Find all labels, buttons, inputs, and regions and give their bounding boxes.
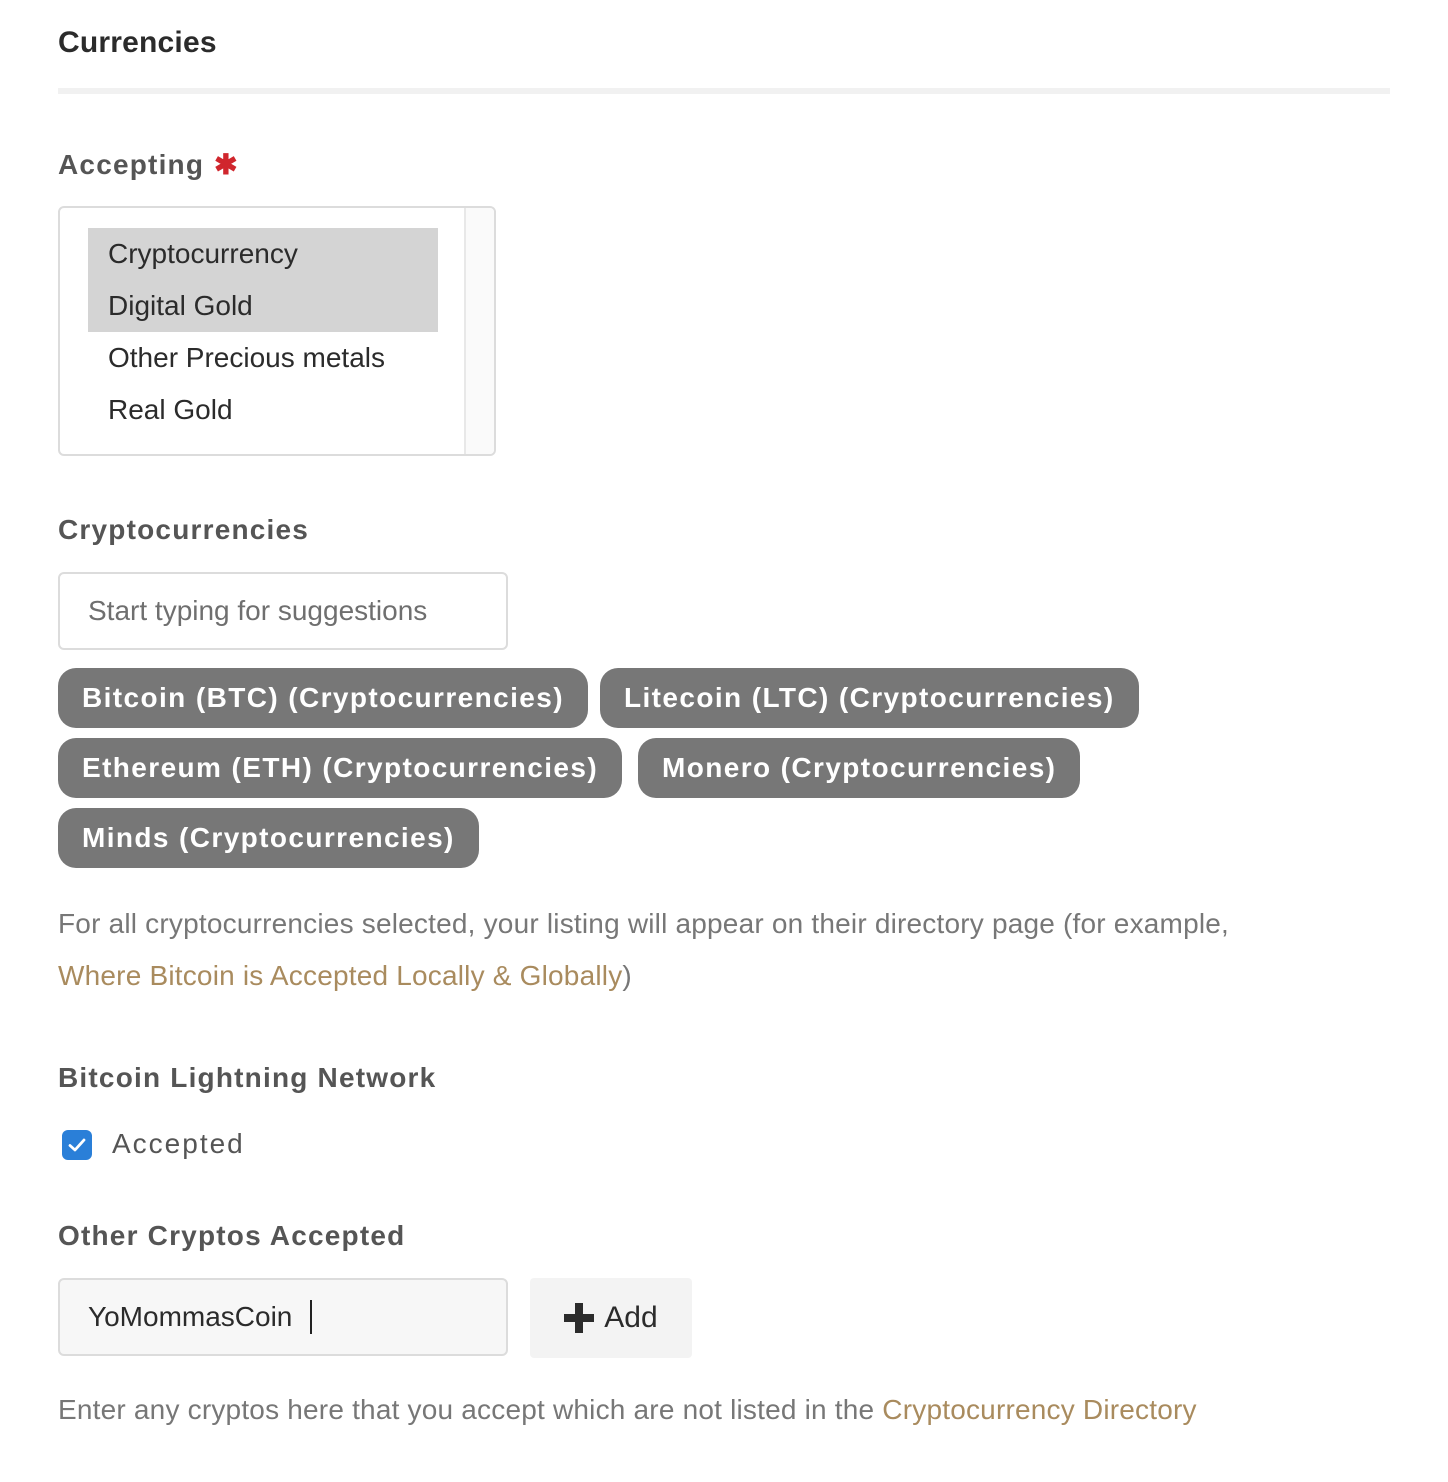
listbox-scrollbar[interactable] (464, 208, 494, 454)
plus-icon (564, 1303, 594, 1333)
section-title: Currencies (58, 26, 217, 59)
accepting-option-other-precious-metals[interactable]: Other Precious metals (108, 342, 385, 373)
other-cryptos-help-text (58, 1384, 1398, 1436)
crypto-help-suffix: ) (622, 960, 632, 991)
crypto-help-text (58, 898, 1398, 1002)
accepting-option-real-gold[interactable]: Real Gold (108, 394, 233, 425)
crypto-help-prefix: For all cryptocurrencies selected, your listing will appear on their directory page (for example, (58, 908, 1230, 939)
tag-bitcoin[interactable]: Bitcoin (BTC) (Cryptocurrencies) (58, 668, 588, 728)
lightning-accepted-checkbox[interactable] (62, 1130, 92, 1160)
other-cryptos-input[interactable] (58, 1278, 508, 1356)
accepting-option-cryptocurrency[interactable]: Cryptocurrency (88, 228, 438, 280)
other-cryptos-label: Other Cryptos Accepted (58, 1220, 406, 1251)
other-cryptos-help-prefix: Enter any cryptos here that you accept which are not listed in the (58, 1394, 883, 1425)
text-caret (310, 1300, 312, 1334)
where-bitcoin-accepted-link[interactable]: Where Bitcoin is Accepted Locally & Globally (58, 960, 623, 991)
accepting-options (88, 228, 438, 436)
tag-litecoin[interactable]: Litecoin (LTC) (Cryptocurrencies) (600, 668, 1139, 728)
lightning-label: Bitcoin Lightning Network (58, 1062, 437, 1093)
accepting-listbox[interactable] (58, 206, 496, 456)
tag-monero[interactable]: Monero (Cryptocurrencies) (638, 738, 1080, 798)
required-star-icon: ✱ (214, 149, 239, 180)
lightning-accepted-label[interactable]: Accepted (112, 1128, 245, 1159)
tag-minds[interactable]: Minds (Cryptocurrencies) (58, 808, 479, 868)
accepting-option-digital-gold[interactable]: Digital Gold (88, 280, 438, 332)
accepting-label (58, 148, 239, 181)
checkmark-icon (67, 1135, 87, 1155)
add-button-label: Add (604, 1301, 658, 1334)
section-divider (58, 88, 1390, 94)
crypto-suggest-input[interactable] (58, 572, 508, 650)
accepting-label-text: Accepting (58, 149, 205, 180)
tag-ethereum[interactable]: Ethereum (ETH) (Cryptocurrencies) (58, 738, 622, 798)
cryptocurrencies-label: Cryptocurrencies (58, 514, 310, 545)
cryptocurrency-directory-link[interactable]: Cryptocurrency Directory (882, 1394, 1197, 1425)
add-crypto-button[interactable] (530, 1278, 692, 1358)
